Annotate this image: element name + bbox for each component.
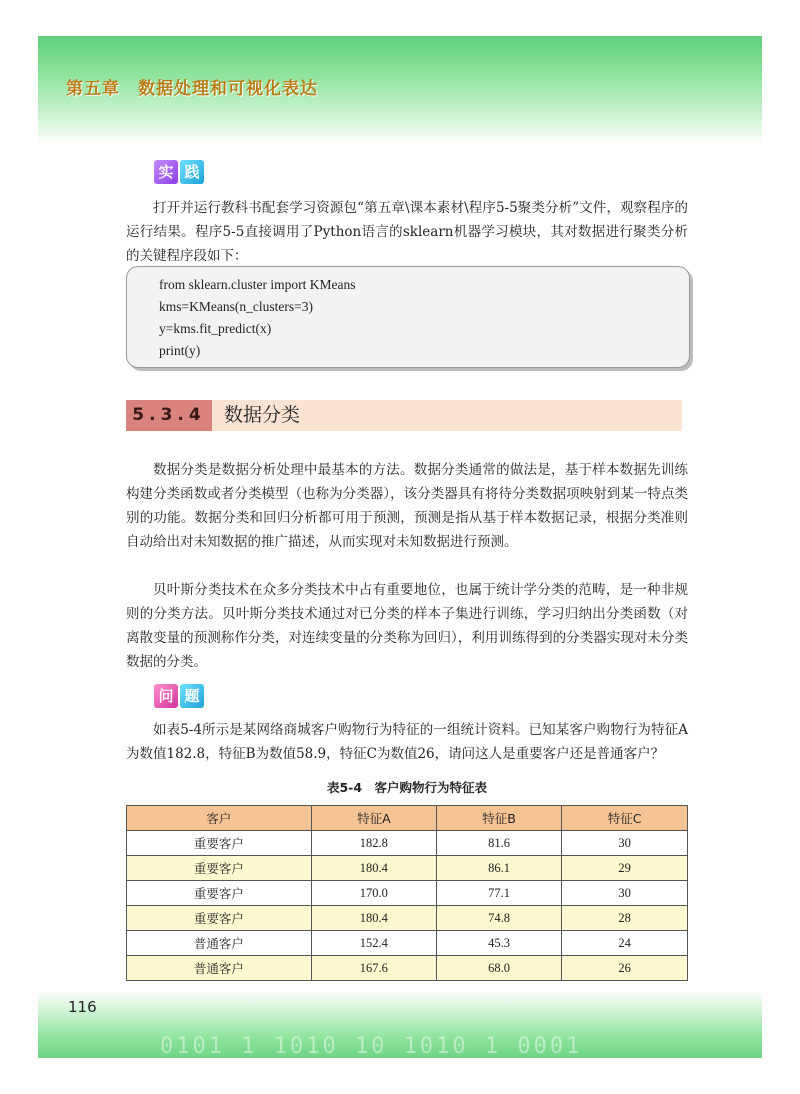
question-badge-char-1: 问 xyxy=(154,684,178,708)
table-cell: 普通客户 xyxy=(127,931,312,956)
table-caption: 表5-4 客户购物行为特征表 xyxy=(326,780,488,795)
chapter-title: 第五章 数据处理和可视化表达 xyxy=(66,79,318,99)
table-cell: 74.8 xyxy=(436,906,561,931)
table-cell: 81.6 xyxy=(436,831,561,856)
table-cell: 普通客户 xyxy=(127,956,312,981)
table-cell: 77.1 xyxy=(436,881,561,906)
section-title: 数据分类 xyxy=(224,404,301,426)
table-cell: 28 xyxy=(562,906,688,931)
table-cell: 24 xyxy=(562,931,688,956)
code-line: from sklearn.cluster import KMeans xyxy=(159,277,356,292)
header-cell: 客户 xyxy=(127,806,312,831)
question-badge-char-2: 题 xyxy=(180,684,204,708)
code-block xyxy=(126,266,690,368)
header-cell: 特征A xyxy=(311,806,436,831)
table-header-row xyxy=(127,806,688,831)
table-cell: 68.0 xyxy=(436,956,561,981)
body-paragraph-1: 数据分类是数据分析处理中最基本的方法。数据分类通常的做法是，基于样本数据先训练构建分类函数或者分类模型（也称为分类器），该分类器具有将待分类数据项映射到某一特点类别的功能。数据分类和回归分析都可用于预测，预测是指从基于样本数据记录，根据分类准则自动给出对未知数据的推广描述，从而实现对未知数据进行预测。 xyxy=(126,462,688,550)
table-cell: 重要客户 xyxy=(127,831,312,856)
question-text: 如表5-4所示是某网络商城客户购物行为特征的一组统计资料。已知某客户购物行为特征A为数值182.8，特征B为数值58.9，特征C为数值26，请问这人是重要客户还是普通客户？ xyxy=(126,722,688,762)
table-row xyxy=(127,906,688,931)
table-row xyxy=(127,831,688,856)
practice-text: 打开并运行教科书配套学习资源包“第五章\课本素材\程序5-5聚类分析”文件，观察程序的运行结果。程序5-5直接调用了Python语言的sklearn机器学习模块，其对数据进行聚类分析的关键程序段如下： xyxy=(126,200,688,264)
table-cell: 26 xyxy=(562,956,688,981)
table-cell: 170.0 xyxy=(311,881,436,906)
footer-binary-decoration: 0101 1 1010 10 1010 1 0001 xyxy=(160,1034,583,1059)
table-row xyxy=(127,881,688,906)
table-row xyxy=(127,856,688,881)
header-cell: 特征C xyxy=(562,806,688,831)
body-paragraph-2: 贝叶斯分类技术在众多分类技术中占有重要地位，也属于统计学分类的范畴，是一种非规则的分类方法。贝叶斯分类技术通过对已分类的样本子集进行训练，学习归纳出分类函数（对离散变量的预测称作分类，对连续变量的分类称为回归），利用训练得到的分类器实现对未分类数据的分类。 xyxy=(126,582,688,670)
table-row xyxy=(127,956,688,981)
customer-table xyxy=(126,805,688,981)
table-cell: 152.4 xyxy=(311,931,436,956)
table-cell: 167.6 xyxy=(311,956,436,981)
table-cell: 重要客户 xyxy=(127,856,312,881)
code-line: y=kms.fit_predict(x) xyxy=(159,321,272,336)
practice-badge-char-1: 实 xyxy=(154,160,178,184)
page-number: 116 xyxy=(68,998,97,1016)
table-cell: 29 xyxy=(562,856,688,881)
header-cell: 特征B xyxy=(436,806,561,831)
table-cell: 重要客户 xyxy=(127,906,312,931)
table-cell: 重要客户 xyxy=(127,881,312,906)
question-badge xyxy=(154,684,204,708)
practice-badge-char-2: 践 xyxy=(180,160,204,184)
table-cell: 45.3 xyxy=(436,931,561,956)
table-cell: 86.1 xyxy=(436,856,561,881)
table-cell: 30 xyxy=(562,881,688,906)
table-cell: 30 xyxy=(562,831,688,856)
table-cell: 182.8 xyxy=(311,831,436,856)
table-row xyxy=(127,931,688,956)
code-line: kms=KMeans(n_clusters=3) xyxy=(159,299,313,314)
section-number: 5.3.4 xyxy=(126,400,212,431)
practice-badge xyxy=(154,160,204,184)
code-line: print(y) xyxy=(159,343,201,358)
table-cell: 180.4 xyxy=(311,856,436,881)
table-cell: 180.4 xyxy=(311,906,436,931)
